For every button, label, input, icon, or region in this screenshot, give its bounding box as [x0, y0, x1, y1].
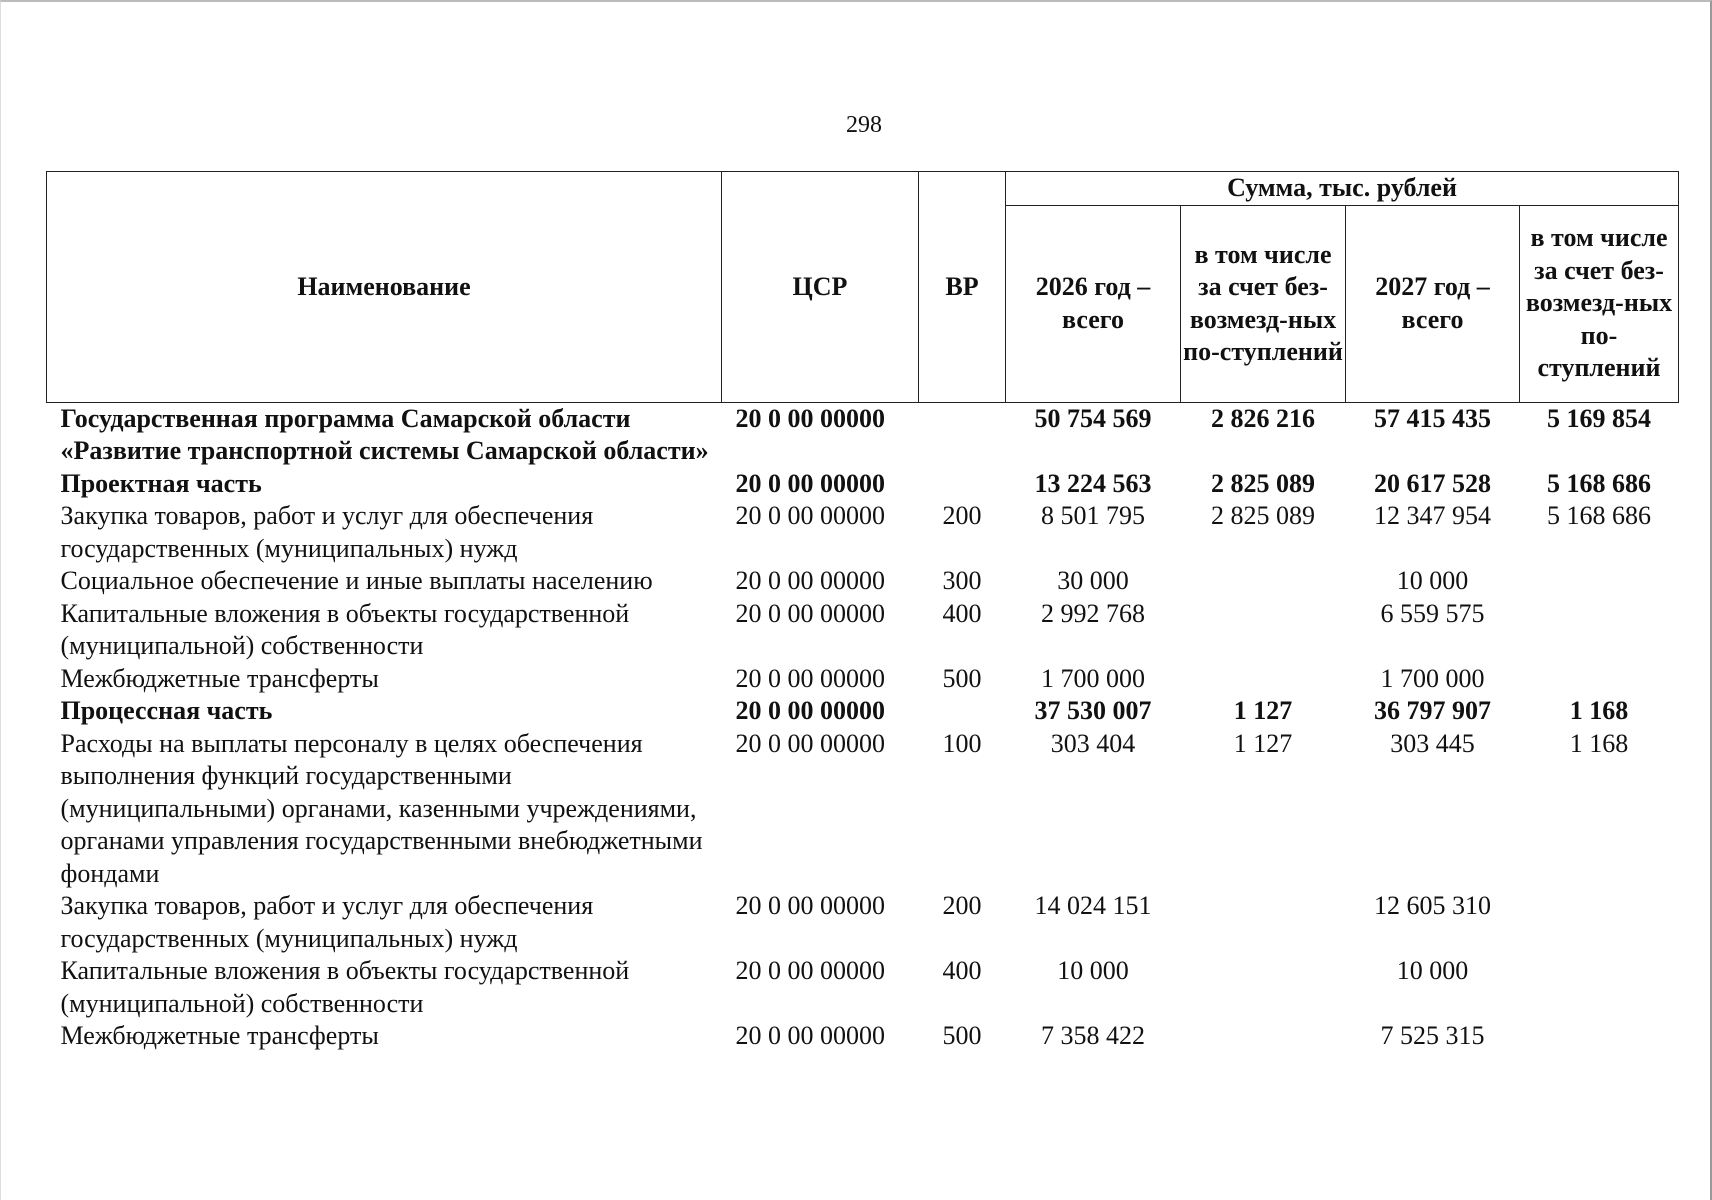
row-csr: 20 0 00 00000 — [735, 956, 885, 985]
row-2026-total: 37 530 007 — [1034, 696, 1152, 725]
header-name: Наименование — [47, 172, 722, 403]
row-2027-free — [1520, 565, 1679, 598]
table-row — [47, 955, 1679, 1020]
budget-table — [46, 171, 1679, 1053]
row-2026-free: 2 825 089 — [1211, 501, 1315, 530]
row-vr — [919, 402, 1006, 468]
row-2026-free: 2 825 089 — [1211, 468, 1315, 498]
page-number: 298 — [846, 112, 882, 138]
row-2026-total: 10 000 — [1057, 956, 1129, 985]
row-csr: 20 0 00 00000 — [735, 1021, 885, 1050]
row-csr: 20 0 00 00000 — [735, 566, 885, 595]
header-csr: ЦСР — [722, 172, 919, 403]
table-row — [47, 500, 1679, 565]
row-2027-free: 1 168 — [1569, 696, 1629, 725]
row-csr: 20 0 00 00000 — [735, 501, 885, 530]
row-csr: 20 0 00 00000 — [735, 403, 885, 433]
row-vr: 200 — [942, 501, 982, 530]
table-row — [47, 565, 1679, 598]
row-2026-free: 2 826 216 — [1211, 403, 1315, 433]
row-name: Закупка товаров, работ и услуг для обеспечения государственных (муниципальных) нужд — [60, 501, 594, 563]
row-vr — [919, 468, 1006, 501]
row-name: Закупка товаров, работ и услуг для обеспечения государственных (муниципальных) нужд — [60, 891, 594, 953]
row-csr: 20 0 00 00000 — [735, 728, 885, 758]
row-2026-total: 8 501 795 — [1041, 501, 1145, 530]
table-body — [47, 402, 1679, 1053]
row-vr: 500 — [942, 663, 982, 693]
row-2026-total: 14 024 151 — [1034, 891, 1152, 920]
row-2027-total: 12 605 310 — [1374, 891, 1491, 920]
row-vr: 500 — [942, 1021, 982, 1050]
row-name: Процессная часть — [60, 696, 273, 725]
row-2027-free: 5 168 686 — [1547, 468, 1651, 498]
table-row — [47, 1020, 1679, 1053]
row-2026-free — [1181, 663, 1346, 696]
table-row-program — [47, 402, 1679, 468]
row-2027-total: 10 000 — [1396, 566, 1469, 595]
table-row-process-part — [47, 695, 1679, 728]
row-name: Социальное обеспечение и иные выплаты населению — [60, 566, 653, 595]
row-2027-total: 12 347 954 — [1374, 501, 1491, 530]
row-2026-free — [1181, 598, 1346, 663]
table-row — [47, 598, 1679, 663]
row-2027-total: 6 559 575 — [1380, 598, 1485, 628]
row-vr: 400 — [942, 956, 982, 985]
row-2026-total: 1 700 000 — [1041, 663, 1145, 693]
header-2026-total: 2026 год – всего — [1006, 205, 1181, 402]
header-vr: ВР — [919, 172, 1006, 403]
row-vr: 200 — [942, 891, 982, 920]
row-vr — [919, 695, 1006, 728]
header-2027-total: 2027 год – всего — [1346, 205, 1520, 402]
row-2026-total: 30 000 — [1057, 566, 1129, 595]
row-vr: 100 — [942, 728, 982, 758]
row-name: Расходы на выплаты персоналу в целях обеспечения выполнения функций государственными (муниципальными) органами, казенными учреждениями, органами управления государственными внебюджетными фондами — [60, 728, 703, 888]
row-2026-free — [1181, 955, 1346, 1020]
row-2026-total: 50 754 569 — [1034, 403, 1152, 433]
row-2027-total: 303 445 — [1390, 728, 1475, 758]
row-2027-total: 36 797 907 — [1374, 696, 1491, 725]
row-2027-free — [1520, 663, 1679, 696]
row-name: Капитальные вложения в объекты государственной (муниципальной) собственности — [60, 598, 630, 660]
row-name: Государственная программа Самарской области «Развитие транспортной системы Самарской области» — [60, 403, 709, 465]
table-row — [47, 728, 1679, 891]
row-2027-total: 1 700 000 — [1380, 663, 1485, 693]
row-name: Межбюджетные трансферты — [60, 1021, 379, 1050]
row-2026-free — [1181, 565, 1346, 598]
row-2027-free — [1520, 598, 1679, 663]
row-2027-free — [1520, 1020, 1679, 1053]
row-csr: 20 0 00 00000 — [735, 468, 885, 498]
row-2027-total: 57 415 435 — [1374, 403, 1491, 433]
row-2027-total: 20 617 528 — [1374, 468, 1491, 498]
row-2027-total: 7 525 315 — [1380, 1021, 1485, 1050]
row-2027-free — [1520, 890, 1679, 955]
row-name: Проектная часть — [60, 468, 262, 498]
row-csr: 20 0 00 00000 — [735, 598, 885, 628]
row-2026-total: 13 224 563 — [1034, 468, 1152, 498]
table-row — [47, 890, 1679, 955]
table-row — [47, 663, 1679, 696]
row-vr: 400 — [942, 598, 982, 628]
row-2026-free: 1 127 — [1233, 696, 1293, 725]
row-csr: 20 0 00 00000 — [735, 696, 885, 725]
row-2026-total: 303 404 — [1050, 728, 1136, 758]
row-2026-total: 2 992 768 — [1041, 598, 1145, 628]
table-row-project-part — [47, 468, 1679, 501]
row-2026-free: 1 127 — [1233, 728, 1293, 758]
row-csr: 20 0 00 00000 — [735, 891, 885, 920]
row-2027-free: 1 168 — [1569, 728, 1629, 758]
row-2026-total: 7 358 422 — [1041, 1021, 1145, 1050]
row-2027-free: 5 168 686 — [1547, 501, 1651, 530]
row-2027-free — [1520, 955, 1679, 1020]
header-2027-free: в том числе за счет без-возмезд-ных по-ступлений — [1520, 205, 1679, 402]
row-name: Межбюджетные трансферты — [60, 663, 379, 693]
row-vr: 300 — [942, 566, 982, 595]
header-2026-free: в том числе за счет без-возмезд-ных по-ступлений — [1181, 205, 1346, 402]
row-2027-free: 5 169 854 — [1547, 403, 1651, 433]
row-2026-free — [1181, 1020, 1346, 1053]
row-2026-free — [1181, 890, 1346, 955]
row-2027-total: 10 000 — [1396, 956, 1469, 985]
header-sum: Сумма, тыс. рублей — [1006, 172, 1679, 206]
row-csr: 20 0 00 00000 — [735, 663, 885, 693]
row-name: Капитальные вложения в объекты государственной (муниципальной) собственности — [60, 956, 630, 1018]
table-header — [47, 172, 1679, 403]
